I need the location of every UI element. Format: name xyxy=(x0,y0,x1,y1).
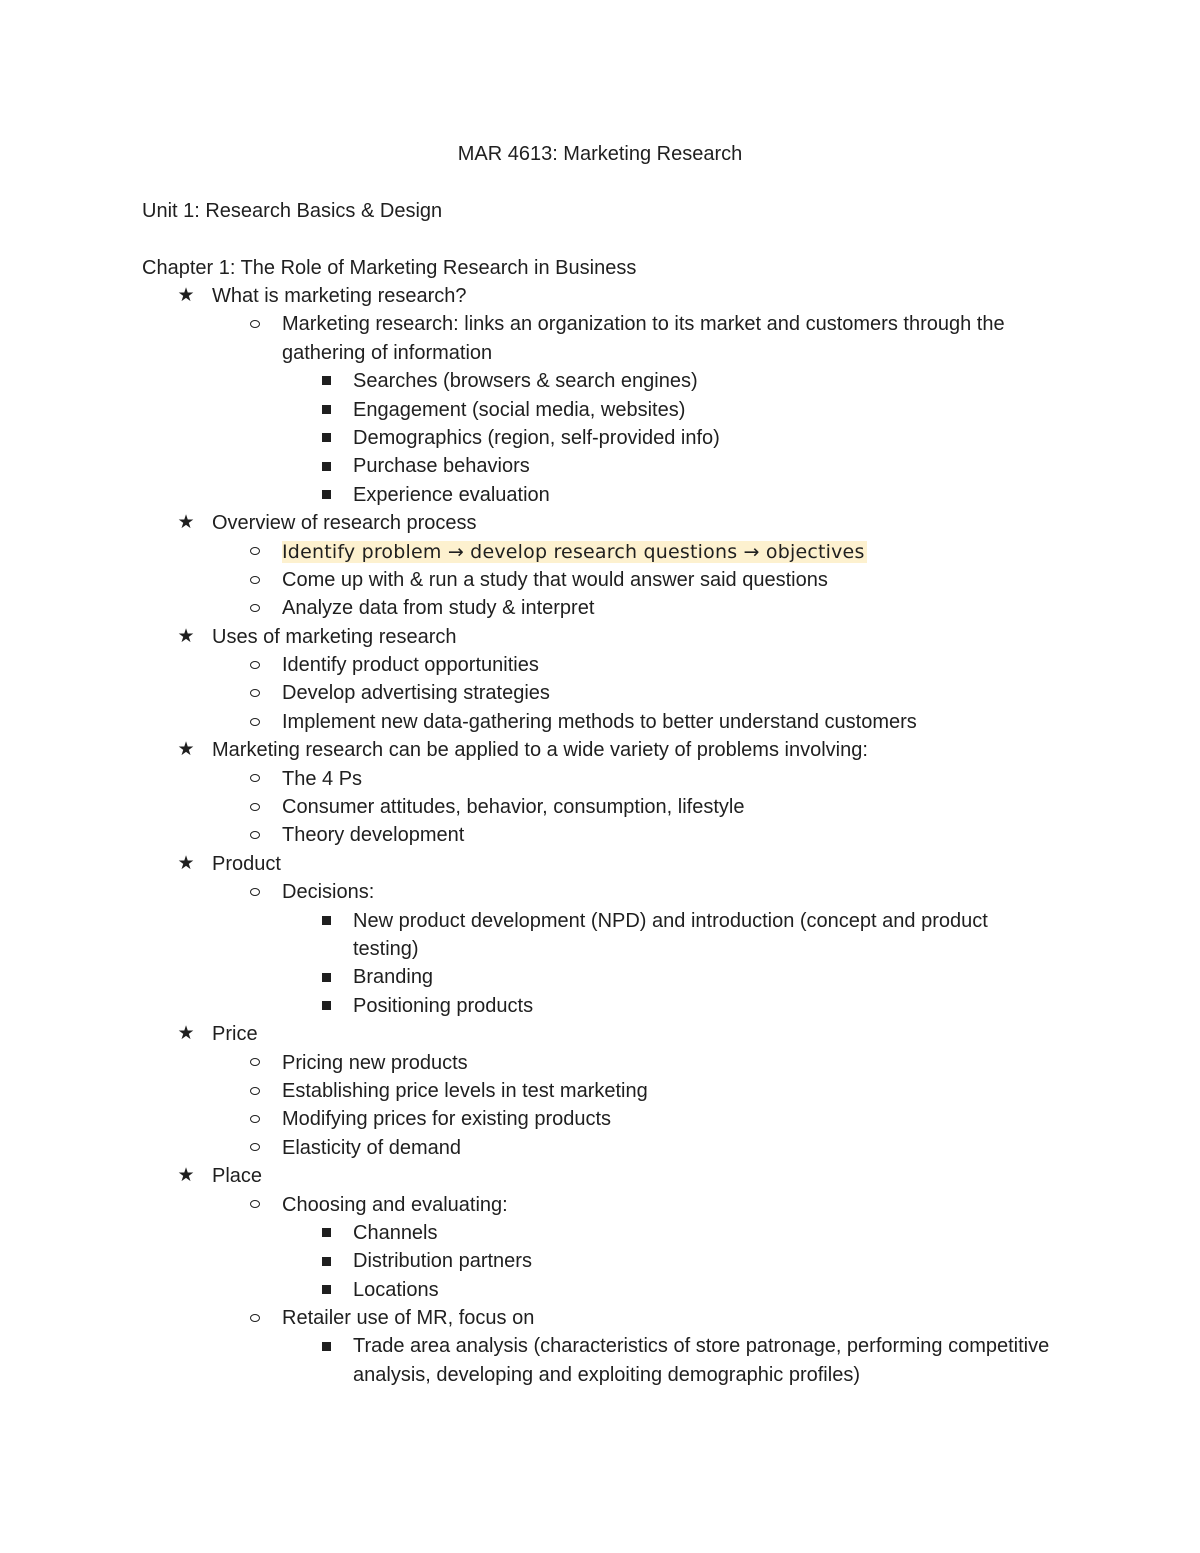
outline-item-level-2 xyxy=(0,538,1200,566)
outline-item-text: Locations xyxy=(353,1278,439,1301)
unit-heading: Unit 1: Research Basics & Design xyxy=(142,200,443,222)
outline-item-text: Marketing research can be applied to a wide variety of problems involving: xyxy=(212,739,868,762)
outline-item-text: Retailer use of MR, focus on xyxy=(282,1307,535,1330)
chapter-heading: Chapter 1: The Role of Marketing Research in Business xyxy=(142,257,637,279)
outline-item-text: Product xyxy=(212,852,281,875)
circle-bullet-icon xyxy=(243,1105,267,1133)
outline-item-text: Come up with & run a study that would answer said questions xyxy=(282,568,828,591)
outline-item-level-3 xyxy=(0,481,1200,509)
square-bullet-icon xyxy=(314,452,338,480)
square-bullet-icon xyxy=(314,396,338,424)
outline-item-text: Develop advertising strategies xyxy=(282,682,550,705)
outline-item-level-3 xyxy=(0,992,1200,1020)
outline-item-text: Establishing price levels in test marketing xyxy=(282,1079,648,1102)
outline-item-text: Engagement (social media, websites) xyxy=(353,398,686,421)
outline-item-level-2 xyxy=(0,1304,1200,1332)
outline-item-text: Positioning products xyxy=(353,994,534,1017)
outline-item-level-1 xyxy=(0,509,1200,537)
outline-item-text: Overview of research process xyxy=(212,512,477,535)
outline-item-level-3 xyxy=(0,367,1200,395)
outline-item-text xyxy=(282,538,1042,566)
outline-item-text: Pricing new products xyxy=(282,1051,468,1074)
outline-item-text: Consumer attitudes, behavior, consumption, lifestyle xyxy=(282,796,745,819)
circle-bullet-icon xyxy=(243,651,267,679)
outline-item-level-2 xyxy=(0,793,1200,821)
outline-item-text: The 4 Ps xyxy=(282,767,363,790)
star-bullet-icon: ★ xyxy=(177,852,195,874)
document-title: MAR 4613: Marketing Research xyxy=(457,143,743,165)
square-bullet-icon xyxy=(314,992,338,1020)
outline-item-text: Purchase behaviors xyxy=(353,455,530,478)
circle-bullet-icon xyxy=(243,1191,267,1219)
square-bullet-icon xyxy=(314,1247,338,1275)
outline-item-level-1 xyxy=(0,736,1200,764)
highlighted-text: Identify problem → develop research questions → objectives xyxy=(282,540,865,563)
star-bullet-icon: ★ xyxy=(177,285,195,306)
outline-item-text: Trade area analysis (characteristics of store patronage, performing competitive analysis, developing and exploiting demographic profiles) xyxy=(353,1335,1050,1386)
circle-bullet-icon xyxy=(243,566,267,594)
outline-item-text: Branding xyxy=(353,966,434,989)
outline-item-text: Decisions: xyxy=(282,881,375,904)
star-bullet-icon: ★ xyxy=(177,1165,195,1187)
star-bullet-icon: ★ xyxy=(177,739,195,761)
circle-bullet-icon xyxy=(243,708,267,736)
circle-bullet-icon xyxy=(243,679,267,707)
circle-bullet-icon xyxy=(243,1077,267,1105)
outline-item-text: Experience evaluation xyxy=(353,483,550,506)
outline-item-level-3 xyxy=(0,1276,1200,1304)
star-bullet-icon: ★ xyxy=(177,1023,195,1045)
outline-item-level-2 xyxy=(0,821,1200,849)
circle-bullet-icon xyxy=(243,821,267,849)
square-bullet-icon xyxy=(314,424,338,452)
circle-bullet-icon xyxy=(243,1304,267,1332)
circle-bullet-icon xyxy=(243,1049,267,1077)
outline-item-level-1 xyxy=(0,282,1200,310)
outline-item-level-3 xyxy=(0,1219,1200,1247)
outline-item-level-3 xyxy=(0,1332,1200,1389)
outline-item-level-2 xyxy=(0,878,1200,906)
square-bullet-icon xyxy=(314,963,338,991)
outline-item-text: Searches (browsers & search engines) xyxy=(353,370,698,393)
outline-item-level-3 xyxy=(0,1247,1200,1275)
outline-item-level-2 xyxy=(0,679,1200,707)
outline-item-text: Price xyxy=(212,1023,258,1046)
star-bullet-icon: ★ xyxy=(177,625,195,647)
circle-bullet-icon xyxy=(243,538,267,566)
circle-bullet-icon xyxy=(243,765,267,793)
outline-item-level-1 xyxy=(0,850,1200,878)
outline-item-text: Uses of marketing research xyxy=(212,625,457,648)
circle-bullet-icon xyxy=(243,594,267,622)
outline-item-level-1 xyxy=(0,1020,1200,1048)
circle-bullet-icon xyxy=(243,310,267,338)
outline-item-text: What is marketing research? xyxy=(212,285,467,307)
outline-item-level-3 xyxy=(0,907,1200,964)
outline-item-level-3 xyxy=(0,452,1200,480)
outline-item-text: Distribution partners xyxy=(353,1250,532,1273)
outline-item-level-3 xyxy=(0,424,1200,452)
square-bullet-icon xyxy=(314,481,338,509)
outline-item-level-2 xyxy=(0,1077,1200,1105)
outline-item-text: Implement new data-gathering methods to better understand customers xyxy=(282,710,917,733)
outline-item-text: Modifying prices for existing products xyxy=(282,1108,612,1131)
outline-item-text: Marketing research: links an organization to its market and customers through the gathering of information xyxy=(282,313,1005,364)
outline-item-text: Elasticity of demand xyxy=(282,1136,461,1159)
outline-item-level-2 xyxy=(0,1191,1200,1219)
outline-item-level-2 xyxy=(0,1105,1200,1133)
outline-item-text: Analyze data from study & interpret xyxy=(282,597,595,620)
star-bullet-icon: ★ xyxy=(177,512,195,534)
circle-bullet-icon xyxy=(243,1134,267,1162)
outline-item-text: Choosing and evaluating: xyxy=(282,1193,508,1216)
outline-item-text: Channels xyxy=(353,1221,438,1244)
square-bullet-icon xyxy=(314,1219,338,1247)
outline-item-text: Theory development xyxy=(282,824,465,847)
circle-bullet-icon xyxy=(243,878,267,906)
square-bullet-icon xyxy=(314,907,338,935)
square-bullet-icon xyxy=(314,1332,338,1360)
outline-item-level-1 xyxy=(0,623,1200,651)
outline-item-level-3 xyxy=(0,963,1200,991)
square-bullet-icon xyxy=(314,367,338,395)
circle-bullet-icon xyxy=(243,793,267,821)
outline-item-level-2 xyxy=(0,566,1200,594)
square-bullet-icon xyxy=(314,1276,338,1304)
outline-item-level-2 xyxy=(0,708,1200,736)
outline-item-level-2 xyxy=(0,765,1200,793)
outline-item-text: New product development (NPD) and introduction (concept and product testing) xyxy=(353,909,988,961)
outline-item-level-2 xyxy=(0,594,1200,622)
outline-item-level-2 xyxy=(0,310,1200,367)
outline-item-level-2 xyxy=(0,1134,1200,1162)
outline-item-level-3 xyxy=(0,396,1200,424)
outline-item-text: Identify product opportunities xyxy=(282,654,539,677)
outline-item-text: Demographics (region, self-provided info) xyxy=(353,426,720,449)
outline-item-level-1 xyxy=(0,1162,1200,1190)
outline-item-level-2 xyxy=(0,1049,1200,1077)
outline-item-level-2 xyxy=(0,651,1200,679)
outline-list xyxy=(0,282,1200,1389)
outline-item-text: Place xyxy=(212,1165,263,1188)
